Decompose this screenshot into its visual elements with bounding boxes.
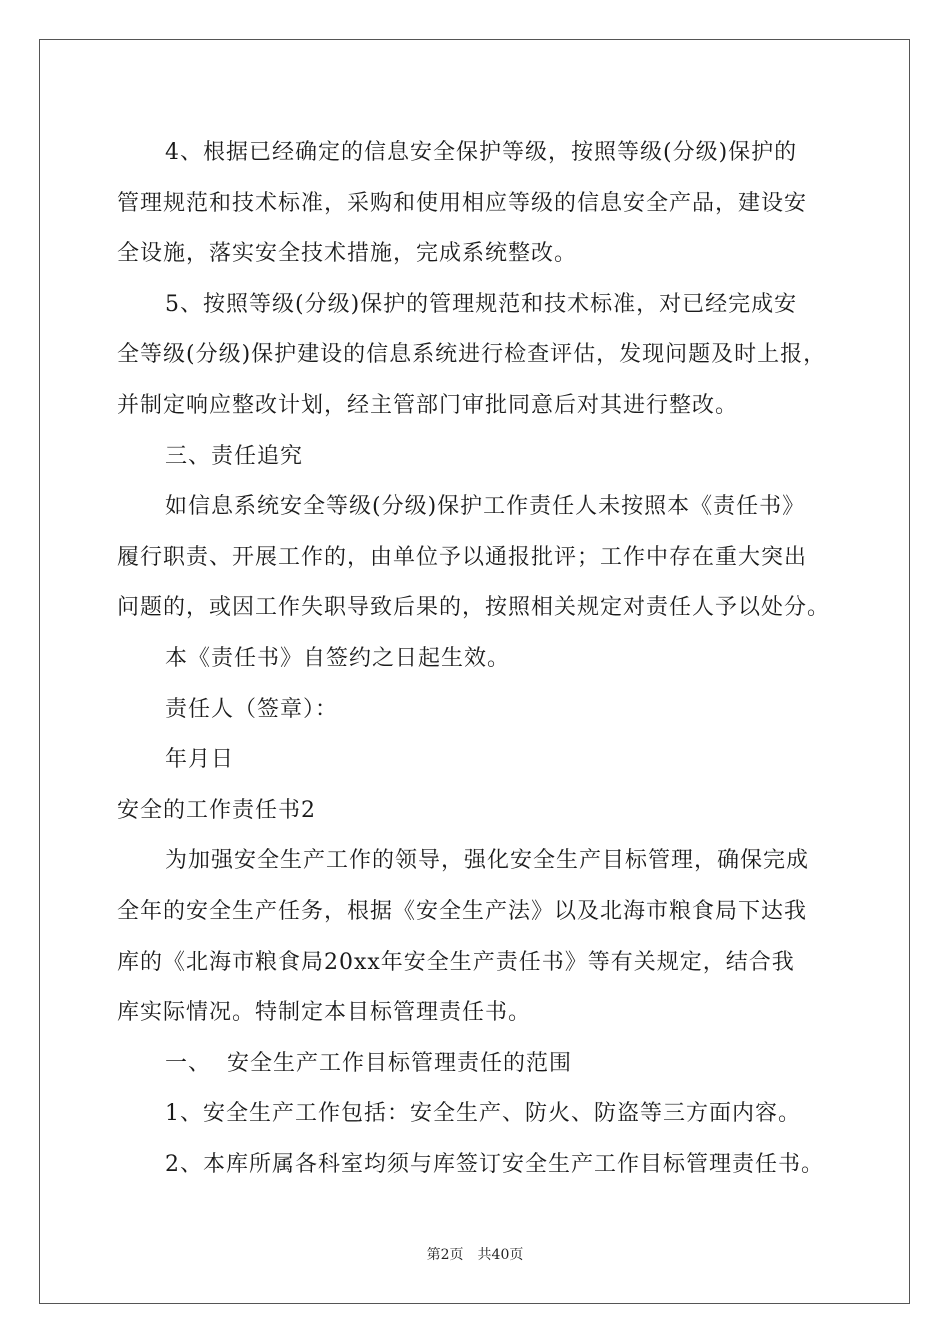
document-body	[117, 128, 837, 1190]
text-line: 全年的安全生产任务，根据《安全生产法》以及北海市粮食局下达我	[117, 898, 808, 924]
text-line: 问题的，或因工作失职导致后果的，按照相关规定对责任人予以处分。	[117, 595, 831, 621]
total-pages: 共40页	[477, 1247, 524, 1263]
page-number: 第2页	[426, 1247, 464, 1263]
signature-label: 责任人（签章）：	[165, 696, 339, 722]
text-line: 库的《北海市粮食局20xx年安全生产责任书》等有关规定，结合我	[117, 949, 795, 975]
section-heading: 三、责任追究	[165, 443, 304, 469]
section-heading: 一、 安全生产工作目标管理责任的范围	[165, 1050, 572, 1076]
text-line: 4、根据已经确定的信息安全保护等级，按照等级(分级)保护的	[165, 140, 798, 165]
text-line: 如信息系统安全等级(分级)保护工作责任人未按照本《责任书》	[165, 494, 806, 520]
text-line: 管理规范和技术标准，采购和使用相应等级的信息安全产品，建设安	[117, 190, 808, 216]
page-footer	[0, 1244, 950, 1264]
text-line: 全等级(分级)保护建设的信息系统进行检查评估，发现问题及时上报，	[117, 342, 827, 368]
text-line: 本《责任书》自签约之日起生效。	[165, 645, 511, 671]
text-line: 2、本库所属各科室均须与库签订安全生产工作目标管理责任书。	[165, 1151, 824, 1177]
document-title: 安全的工作责任书2	[117, 797, 316, 823]
date-label: 年月日	[165, 747, 235, 773]
text-line: 并制定响应整改计划，经主管部门审批同意后对其进行整改。	[117, 392, 739, 418]
text-line: 1、安全生产工作包括：安全生产、防火、防盗等三方面内容。	[165, 1101, 801, 1127]
text-line: 全设施，落实安全技术措施，完成系统整改。	[117, 241, 578, 267]
text-line: 为加强安全生产工作的领导，强化安全生产目标管理，确保完成	[165, 848, 810, 874]
text-line: 履行职责、开展工作的，由单位予以通报批评；工作中存在重大突出	[117, 544, 808, 570]
text-line: 5、按照等级(分级)保护的管理规范和技术标准，对已经完成安	[165, 291, 798, 317]
text-line: 库实际情况。特制定本目标管理责任书。	[117, 1000, 532, 1026]
